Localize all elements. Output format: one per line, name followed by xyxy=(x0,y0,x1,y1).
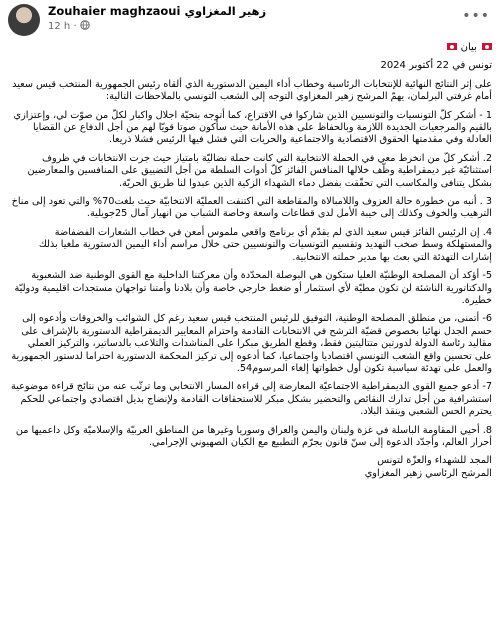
statement-point: 3 . أنبه من خطورة حالة العزوف واللامبالاة والمقاطعة التي اكتنفت العمليّة الانتخابيّة حيث بلغت70% والتي تعود إلى مناخ الترهيب والخوف وكذلك إلى خيبة الأمل لدى قطاعات واسعة وخاصة الشباب من انهيار آمال 25جويلية. xyxy=(11,196,492,220)
statement-point: 6- أتمنى، من منطلق المصلحة الوطنية، التوفيق للرئيس المنتخب قيس سعيد رغم كل الشوائب والخروقات وأدعوه إلى حسم الجدل نهائيا بخصوص قضيّة الترشح في الانتخابات القادمة واحترام المعايير الديمقراطية الدستورية بالإشراف على مقاليد رئاسة الدولة لدورتين متتاليتين فقط، وقطع الطريق مبكرا على المناشدات والتلاعب بالدساتير، والتركيز العملي على تحسين واقع الشعب التونسي اقتصاديا واجتماعيا، كما أدعوه إلى تركيز المحكمة الدستورية احتراما لدستور الجمهورية والعمل على تهدئة سياسية تكون أول خطواتها إلغاء المرسوم54. xyxy=(11,313,492,374)
signature-line: المرشح الرئاسي زهير المغزاوي xyxy=(364,467,492,479)
statement-closing xyxy=(8,455,492,480)
more-options-icon[interactable]: ••• xyxy=(462,8,490,24)
statement-point: 7- أدعو جميع القوى الديمقراطية الاجتماعيّة المعارضة إلى قراءة المسار الانتخابي وما ترتّب عنه من نتائج قراءة موضوعية استشرافية من أجل تدارك النقائص والتحضير بشكل مبكر للاستحقاقات القادمة ولإنضاج بديل اقتصادي واجتماعي للحكم يحترم الحس الشعبي وينقذ البلاد. xyxy=(11,381,492,418)
statement-intro: على إثر النتائج النهائية للإنتخابات الرئاسية وخطاب أداء اليمين الدستورية الذي ألقاه رئيس الجمهورية المنتخب قيس سعيد أمام غرفتي البرلمان، يهمّ المرشح زهير المغزاوي التوجه إلى الشعب التونسي بالملاحظات التالية: xyxy=(12,78,492,103)
closing-line: المجد للشهداء والعزّة لتونس xyxy=(377,455,492,467)
author-name[interactable]: Zouhaier maghzaoui زهير المغزاوي xyxy=(48,4,267,18)
globe-icon xyxy=(80,20,90,30)
post-content xyxy=(8,42,492,480)
statement-point: 5- أؤكد أن المصلحة الوطنيّة العليا ستكون هي البوصلة المحدّدة وأن معركتنا الداخلية مع القوى الوطنية ضد الشعبوية والدكتاتورية الناشئة لن تكون مطيّة لأي استثمار أو ضغط خارجي خاصة وأن بلادنا وأمتنا تواجهان مستجدات اقليمية ودوليّة خطيرة. xyxy=(14,270,492,306)
statement-point: 4. إن الرئيس الفائز قيس سعيد الذي لم يقدّم أي برنامج واقعي ملموس أمعن في خطاب الشعارات الفضفاضة والمستهلكة وسط صخب التهديد وتقسيم التونسيات والتونسيين حتى خلال مراسم أداء اليمين الدستورية ملغيا بذلك إشارات التهدئة التي بعث بها مدير حملته الانتخابية. xyxy=(38,226,492,263)
statement-title: بيان xyxy=(460,42,477,53)
statement-point: 1 - أشكر كلّ التونسيات والتونسيين الذين شاركوا في الاقتراع، كما أتوجه بتحيّة اجلال واكبار لكلّ من صوّت لي، وإعتزازي بالقيم والمرجعيات الجديدة اللازمة وبالحفاظ على هذه الأمانة حيث سأكون صوتا قويّا لهم من أجل الدفاع عن القضايا العادلة وفي مقدمتها الحقوق الاقتصادية والاجتماعية والحريات التي فشل فيها الرئيس فشلا ذريعا. xyxy=(13,109,492,146)
tunisia-flag-icon xyxy=(447,43,457,50)
post-time[interactable]: 12 h xyxy=(48,21,71,32)
avatar[interactable] xyxy=(8,4,40,36)
statement-date: تونس في 22 أكتوبر 2024 xyxy=(380,60,492,72)
post-meta: 12 h · xyxy=(48,20,90,32)
post-header xyxy=(8,4,492,36)
statement-title-line xyxy=(8,42,492,54)
statement-point: 2. أشكر كلّ من انخرط معي في الحملة الانتخابية التي كانت حملة نضاليّة بامتياز حيث جرت الانتخابات في ظروف استثنائيّة غير ديمقراطية وظّف خلالها المنافس الفائز كلّ أدوات السلطة من أجل التضييق على المنافسين والمعارضين بشكل يتنافى والمكاسب التي تحقّقت بفضل دماء الشهداء الزكية الذين عبدوا لنا طريق الحريّة. xyxy=(27,152,492,189)
tunisia-flag-icon xyxy=(482,43,492,50)
statement-point: 8. أحيي المقاومة الباسلة في غزة ولبنان واليمن والعراق وسوريا وغيرها من المناطق العربيّة والإسلاميّة وكل داعميها من أحرار العالم، وأجدّد الدعوة إلى سنّ قانون يجرّم التطبيع مع الكيان الصهيوني الإجرامي. xyxy=(15,424,492,448)
